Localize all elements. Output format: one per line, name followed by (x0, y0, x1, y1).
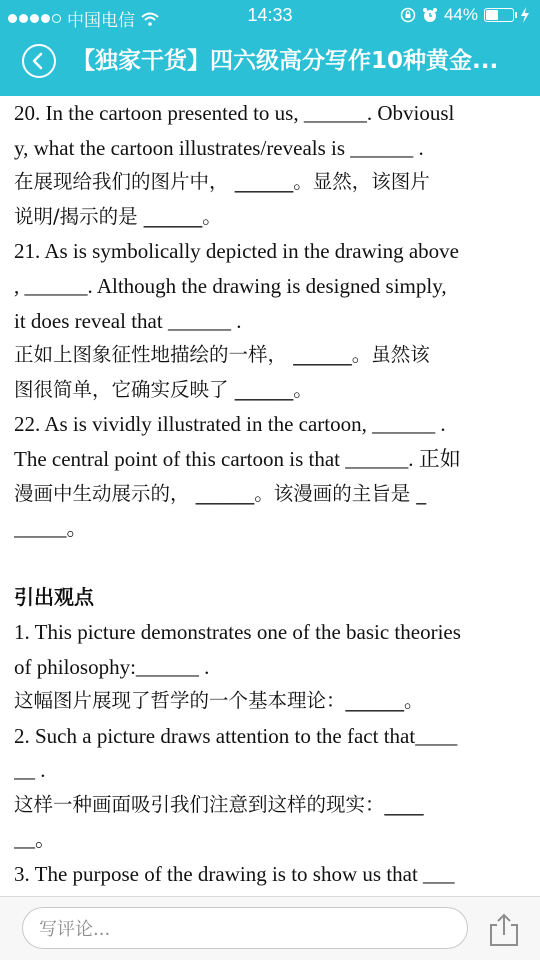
battery-percent: 44% (443, 5, 478, 24)
article-line: 1. This picture demonstrates one of the basic theories (14, 619, 461, 644)
comment-box[interactable] (22, 907, 468, 949)
article-line: 正如上图象征性地描绘的一样， ______。虽然该 (14, 343, 430, 367)
battery-icon (484, 8, 514, 22)
article-line: 22. As is vividly illustrated in the cartoon, ______ . (14, 412, 446, 437)
article-content[interactable] (14, 96, 528, 896)
article-line: 图很简单，它确实反映了 ______。 (14, 377, 313, 401)
bottom-bar (0, 896, 540, 960)
orientation-lock-icon (400, 7, 416, 23)
article-line: 这幅图片展现了哲学的一个基本理论：______。 (14, 689, 424, 713)
article-line: it does reveal that ______ . (14, 308, 242, 333)
article-line: __。 (14, 827, 56, 852)
article-line: of philosophy:______ . (14, 654, 210, 679)
page-title: 【独家干货】四六级高分写作10种黄金... (72, 48, 499, 74)
comment-input[interactable] (37, 916, 451, 942)
article-line: 这样一种画面吸引我们注意到这样的现实：____ (14, 792, 424, 816)
article-line: The central point of this cartoon is that ______. 正如 (14, 446, 461, 471)
article-line: 2. Such a picture draws attention to the fact that____ (14, 723, 458, 748)
article-line: 漫画中生动展示的， ______。该漫画的主旨是 _ (14, 481, 427, 505)
article-line: 说明/揭示的是 ______。 (14, 204, 222, 228)
article-line: 在展现给我们的图片中， ______。显然，该图片 (14, 170, 430, 194)
article-line: 21. As is symbolically depicted in the drawing above (14, 239, 459, 264)
article-line: y, what the cartoon illustrates/reveals is ______ . (14, 135, 424, 160)
article-line: 3. The purpose of the drawing is to show us that ___ (14, 862, 455, 887)
article-line (14, 546, 528, 581)
charging-bolt-icon (520, 7, 530, 23)
article-line: __ . (14, 758, 46, 783)
article-line: , ______. Although the drawing is designed simply, (14, 273, 447, 298)
carrier-label: 中国电信 (67, 11, 135, 30)
status-bar (0, 0, 540, 30)
clock: 14:33 (247, 5, 293, 25)
back-chevron-icon[interactable] (22, 44, 56, 78)
section-heading: 引出观点 (14, 585, 94, 610)
alarm-icon (422, 7, 438, 23)
header-background (0, 0, 540, 96)
navigation-bar (0, 30, 540, 96)
share-icon[interactable] (484, 911, 524, 949)
article-line: 20. In the cartoon presented to us, ______. Obviousl (14, 101, 455, 125)
article-line: _____。 (14, 516, 88, 541)
